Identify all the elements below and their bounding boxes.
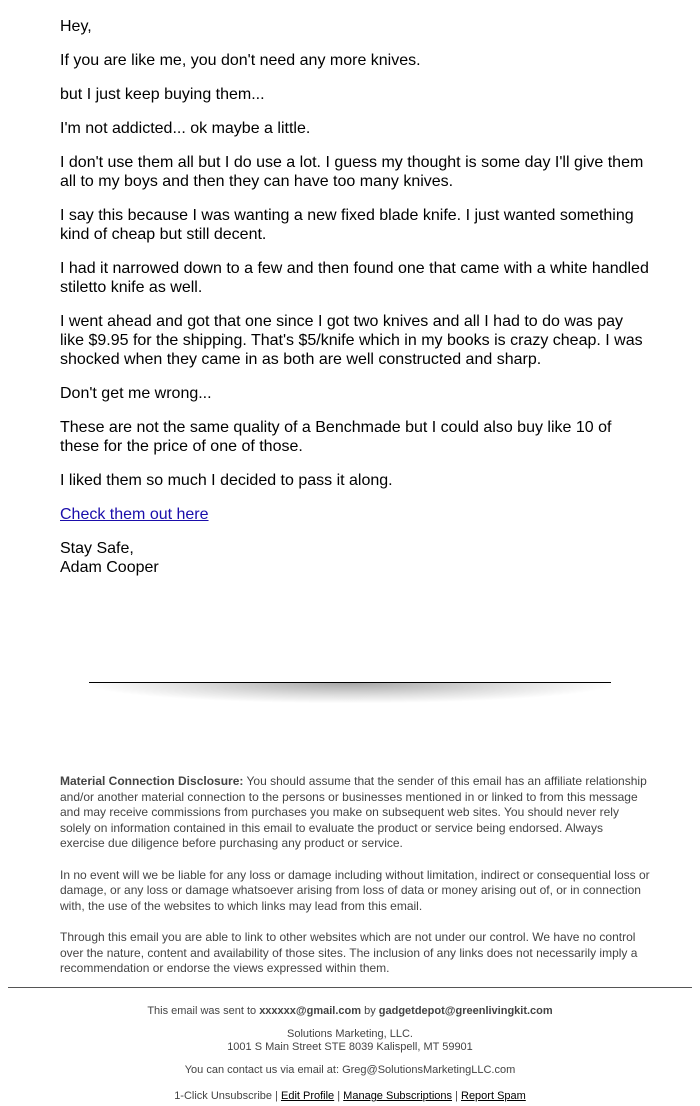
signature (60, 539, 650, 577)
footer-divider (8, 987, 692, 988)
edit-profile-link[interactable]: Edit Profile (280, 1090, 335, 1102)
body-paragraph: These are not the same quality of a Benchmade but I could also buy like 10 of these for the price of one of those. (60, 419, 612, 455)
email-footer (0, 1005, 700, 1103)
disclosure-text: You should assume that the sender of this email has an affiliate relationship and/or another material connection to the persons or businesses mentioned in or linked to from this message and may receive commissions from purchases you make on subsequent web sites. You should never rely solely on information contained in this email to evaluate the product or service being endorsed. Always exercise due diligence before purchasing any product or service. (60, 774, 647, 850)
company-address: 1001 S Main Street STE 8039 Kalispell, MT 59901 (227, 1041, 473, 1053)
email-body (60, 17, 650, 577)
body-paragraph: If you are like me, you don't need any more knives. (60, 52, 421, 69)
recipient-email: xxxxxx@gmail.com (259, 1005, 362, 1017)
cta-paragraph (60, 505, 650, 524)
body-paragraph: I don't use them all but I do use a lot. I guess my thought is some day I'll give them all to my boys and then they can have too many knives. (60, 154, 644, 190)
sent-to-line (0, 1005, 700, 1018)
contact-line: You can contact us via email at: Greg@SolutionsMarketingLLC.com (184, 1064, 516, 1076)
body-paragraph: I liked them so much I decided to pass it along. (60, 472, 393, 489)
report-spam-link[interactable]: Report Spam (461, 1090, 526, 1102)
shadow-divider (89, 682, 611, 683)
body-paragraph: I say this because I was wanting a new fixed blade knife. I just wanted something kind of cheap but still decent. (60, 207, 634, 243)
company-name: Solutions Marketing, LLC. (287, 1028, 413, 1040)
liability-disclaimer: In no event will we be liable for any loss or damage including without limitation, indirect or consequential loss or damage, or any loss or damage whatsoever arising from loss of data or money arising out of, or in connection with, the use of the websites to which links may lead from this email. (60, 867, 650, 913)
by-text: by (361, 1005, 379, 1017)
check-them-out-link[interactable]: Check them out here (60, 506, 209, 523)
manage-subscriptions-link[interactable]: Manage Subscriptions (343, 1090, 453, 1102)
body-paragraph: I'm not addicted... ok maybe a little. (60, 120, 311, 137)
link-separator: | (272, 1090, 281, 1102)
greeting: Hey, (60, 18, 92, 35)
link-separator: | (452, 1090, 461, 1102)
disclosure-section (60, 774, 650, 993)
body-paragraph: but I just keep buying them... (60, 86, 265, 103)
sender-email: gadgetdepot@greenlivingkit.com (378, 1005, 553, 1017)
link-separator: | (334, 1090, 344, 1102)
signoff: Stay Safe, (60, 540, 134, 557)
body-paragraph: I went ahead and got that one since I got two knives and all I had to do was pay like $9.95 for the shipping. That's $5/knife which in my books is crazy cheap. I was shocked when they came in as both are well constructed and sharp. (60, 313, 643, 368)
disclosure-heading: Material Connection Disclosure: (60, 774, 244, 788)
body-paragraph: I had it narrowed down to a few and then found one that came with a white handled stiletto knife as well. (60, 260, 649, 296)
material-disclosure (60, 774, 650, 852)
body-paragraph: Don't get me wrong... (60, 385, 212, 402)
unsubscribe-text: 1-Click Unsubscribe (174, 1090, 272, 1102)
sender-name: Adam Cooper (60, 559, 159, 576)
external-links-disclaimer: Through this email you are able to link to other websites which are not under our control. We have no control over the nature, content and availability of those sites. The inclusion of any links does not necessarily imply a recommendation or endorse the views expressed within them. (60, 930, 638, 975)
sent-prefix: This email was sent to (147, 1005, 260, 1017)
footer-links (0, 1090, 700, 1103)
